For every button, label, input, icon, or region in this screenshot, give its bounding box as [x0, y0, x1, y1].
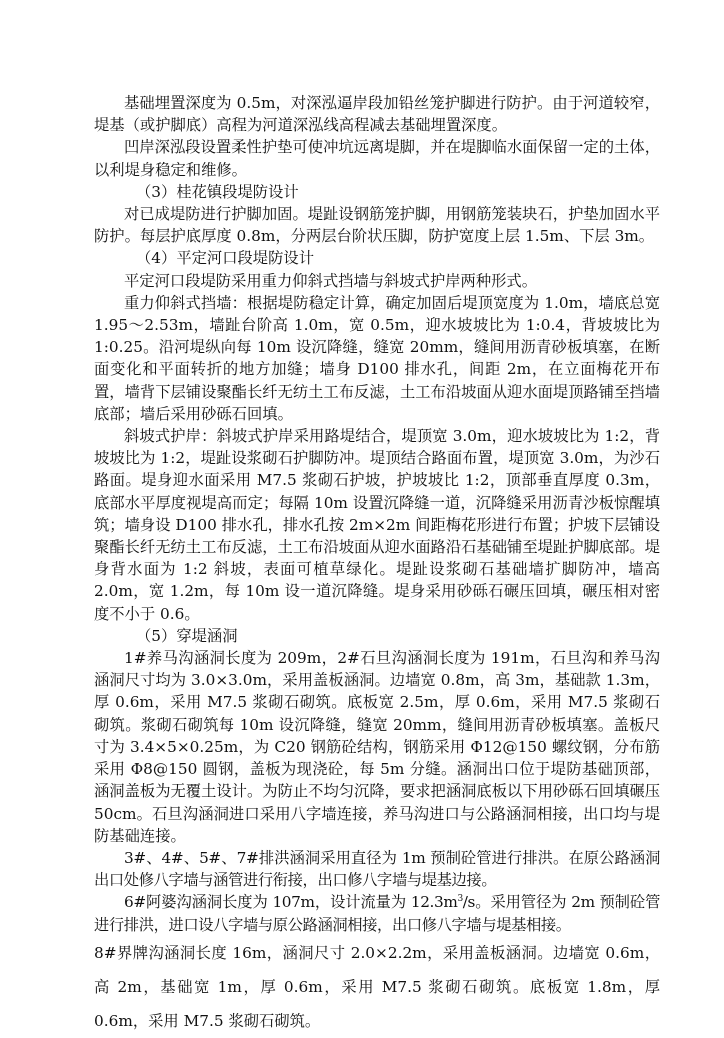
paragraph-foundation-depth: 基础埋置深度为 0.5m，对深泓逼岸段加铅丝笼护脚进行防护。由于河道较窄，堤基（或护脚底）高程为河道深泓线高程减去基础埋置深度。 — [94, 94, 660, 135]
paragraph-culvert-6 — [94, 891, 660, 935]
heading-pingding-section: （4）平定河口段堤防设计 — [136, 249, 314, 268]
paragraph-flexible-pad: 凹岸深泓段设置柔性护垫可使冲坑远离堤脚，并在堤脚临水面保留一定的土体，以利堤身稳定和维修。 — [94, 138, 660, 179]
heading-culverts: （5）穿堤涵洞 — [136, 626, 238, 645]
paragraph-pingding-intro: 平定河口段堤防采用重力仰斜式挡墙与斜坡式护岸两种形式。 — [124, 271, 538, 290]
paragraph-guihua-design: 对已成堤防进行护脚加固。堤趾设钢筋笼护脚，用钢筋笼装块石，护垫加固水平防护。每层护底厚度 0.8m，分两层台阶状压脚，防护宽度上层 1.5m、下层 3m。 — [94, 205, 660, 246]
paragraph-culverts-3-7: 3#、4#、5#、7#排洪涵洞采用直径为 1m 预制砼管进行排洪。在原公路涵洞出口处修八字墙与涵管进行衔接，出口修八字墙与堤基边接。 — [94, 848, 660, 890]
heading-guihua-section: （3）桂花镇段堤防设计 — [136, 182, 299, 201]
culvert-6-text: 6#阿婆沟涵洞长度为 107m，设计流量为 12.3m — [124, 893, 458, 912]
paragraph-culvert-8: 8#界牌沟涵洞长度 16m，涵洞尺寸 2.0×2.2m，采用盖板涵洞。边墙宽 0.6m，高 2m，基础宽 1m，厚 0.6m，采用 M7.5 浆砌石砌筑。底板宽 1.8m，厚 0.6m，采用 M7.5 浆砌石砌筑。 — [94, 943, 660, 1030]
culvert-6-tail: /s。采用管径为 2m 预制砼管进行排洪，进口设八字墙与原公路涵洞相接，出口修八字墙与堤基相接。 — [94, 893, 660, 934]
paragraph-slope-revetment: 斜坡式护岸：斜坡式护岸采用路堤结合，堤顶宽 3.0m，迎水坡坡比为 1:2，背坡坡比为 1:2，堤趾设浆砌石护脚防冲。堤顶结合路面布置，堤顶宽 3.0m，为沙石路面。堤身迎水面采用 M7.5 浆砌石护坡，护坡坡比 1:2，顶部垂直厚度 0.3m，底部水平厚度视堤高而定；每隔 10m 设置沉降缝一道，沉降缝采用沥青沙板惊醒填筑；墙身设 D100 排水孔，排水孔按 2m×2m 间距梅花形进行布置；护坡下层铺设聚酯长纤无纺土工布反滤，土工布沿坡面从迎水面路沿石基础铺至堤趾护脚底部。堤身背水面为 1:2 斜坡，表面可植草绿化。堤趾设浆砌石基础墙扩脚防冲，墙高 2.0m，宽 1.2m，每 10m 设一道沉降缝。堤身采用砂砾石碾压回填，碾压相对密度不小于 0.6。 — [94, 427, 660, 623]
paragraph-culverts-1-2: 1#养马沟涵洞长度为 209m，2#石旦沟涵洞长度为 191m，石旦沟和养马沟涵洞尺寸均为 3.0×3.0m，采用盖板涵洞。边墙宽 0.8m，高 3m，基础款 1.3m，厚 0.6m，采用 M7.5 浆砌石砌筑。底板宽 2.5m，厚 0.6m，采用 M7.5 浆砌石砌筑。浆砌石砌筑每 10m 设沉降缝，缝宽 20mm，缝间用沥青砂板填塞。盖板尺寸为 3.4×5×0.25m，为 C20 钢筋砼结构，钢筋采用 Φ12@150 螺纹钢，分布筋采用 Φ8@150 圆钢，盖板为现浇砼，每 5m 分缝。涵洞出口位于堤防基础顶部，涵洞盖板为无覆土设计。为防止不均匀沉降，要求把涵洞底板以下用砂砾石回填碾压 50cm。石旦沟涵洞进口采用八字墙连接，养马沟进口与公路涵洞相接，出口均与堤防基础连接。 — [94, 649, 660, 845]
culvert-6-superscript: 3 — [457, 894, 463, 905]
body-text — [94, 92, 660, 1038]
paragraph-gravity-wall: 重力仰斜式挡墙：根据堤防稳定计算，确定加固后堤顶宽度为 1.0m，墙底总宽 1.95～2.53m，墙趾台阶高 1.0m，宽 0.5m，迎水坡坡比为 1:0.4，背坡坡比为 1:0.25。沿河堤纵向每 10m 设沉降缝，缝宽 20mm，缝间用沥青砂板填塞，在断面变化和平面转折的地方加缝；墙身 D100 排水孔，间距 2m，在立面梅花开布置，墙背下层铺设聚酯长纤无纺土工布反滤，土工布沿坡面从迎水面堤顶路铺至挡墙底部；墙后采用砂砾石回填。 — [94, 293, 660, 423]
